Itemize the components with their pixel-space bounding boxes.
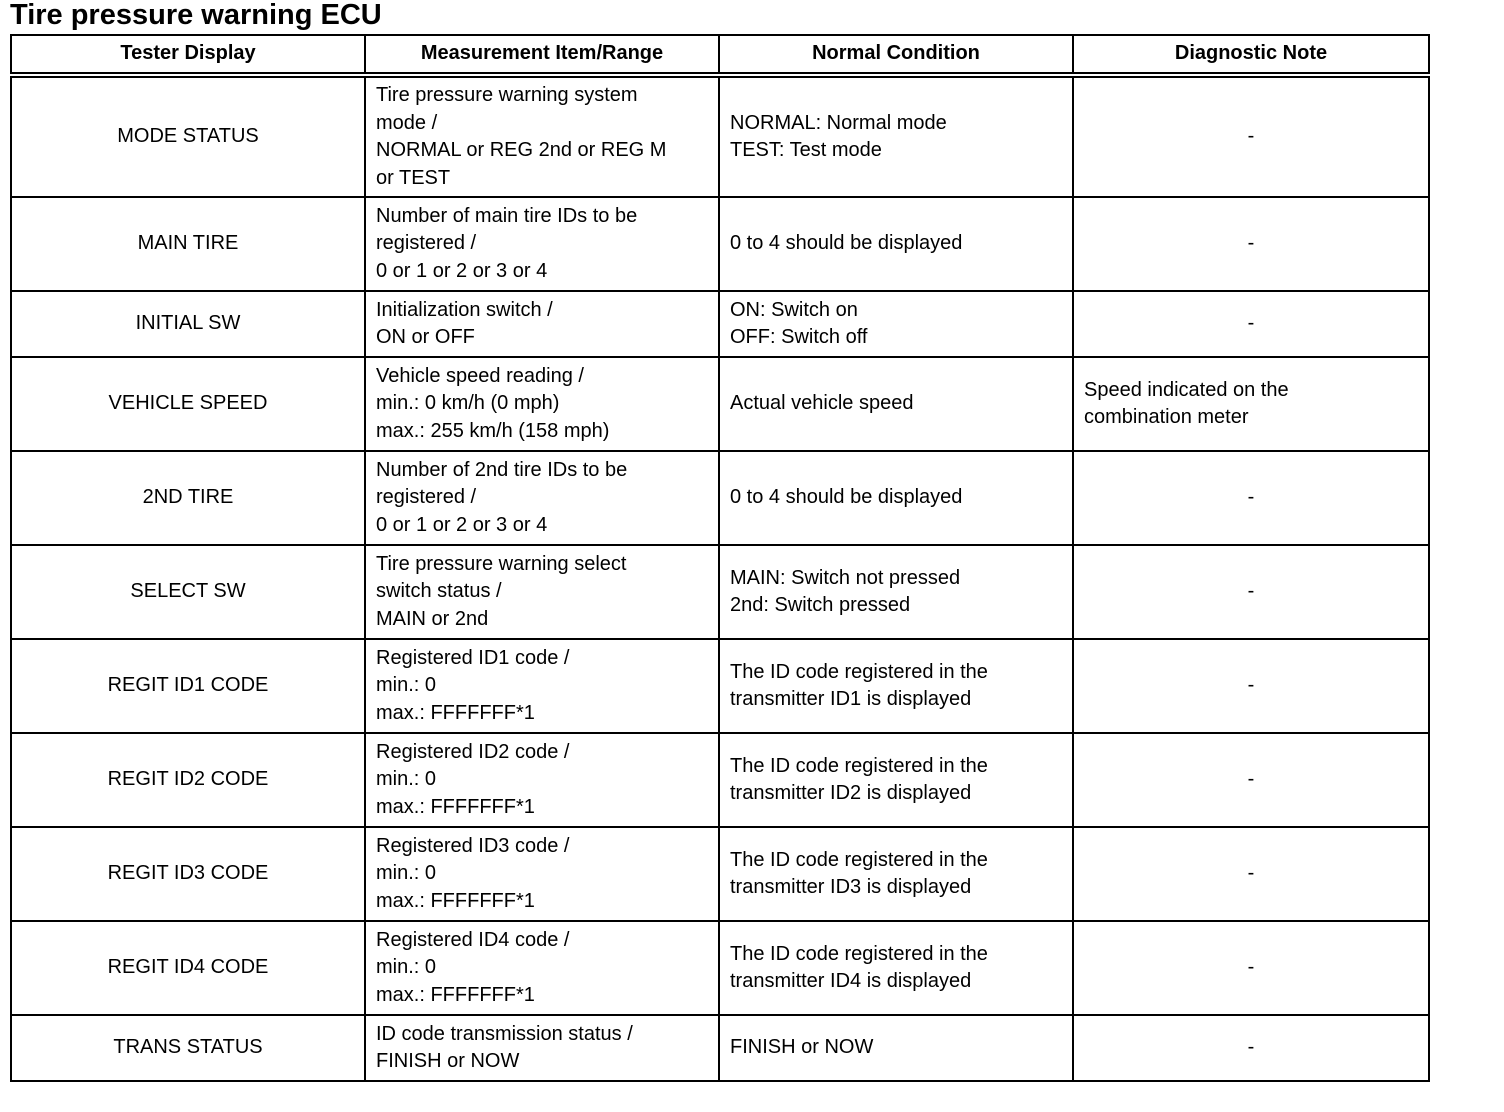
diagnostic-note-cell-line: - (1247, 1036, 1255, 1059)
measurement-item-cell-line: Registered ID4 code / (376, 928, 570, 951)
measurement-item-cell-line: Initialization switch / (376, 298, 553, 321)
measurement-item-cell-line: 0 or 1 or 2 or 3 or 4 (376, 513, 548, 536)
normal-condition-cell-line: 0 to 4 should be displayed (730, 486, 963, 509)
measurement-item-cell-line: max.: FFFFFFF*1 (376, 983, 535, 1006)
normal-condition-cell-line: The ID code registered in the (730, 942, 988, 965)
tester-display-cell: INITIAL SW (11, 291, 365, 357)
table-row (11, 921, 1429, 1015)
measurement-item-cell-line: min.: 0 (376, 674, 437, 697)
measurement-item-cell-line: switch status / (376, 580, 502, 603)
tester-display-cell: 2ND TIRE (11, 451, 365, 545)
measurement-item-cell-line: FINISH or NOW (376, 1050, 520, 1072)
table-row (11, 733, 1429, 827)
table-row (11, 451, 1429, 545)
measurement-item-cell-line: Registered ID2 code / (376, 740, 570, 763)
measurement-item-cell-line: min.: 0 (376, 956, 437, 979)
measurement-item-cell (365, 1015, 719, 1081)
table-row (11, 291, 1429, 357)
normal-condition-cell-line: FINISH or NOW (730, 1036, 874, 1059)
measurement-item-cell-line: ID code transmission status / (376, 1022, 633, 1045)
normal-condition-cell-line: Actual vehicle speed (730, 392, 914, 415)
diagnostic-note-cell (1073, 357, 1429, 451)
table-row (11, 357, 1429, 451)
normal-condition-cell-line: transmitter ID3 is displayed (730, 876, 972, 898)
measurement-item-cell-line: Vehicle speed reading / (376, 364, 584, 387)
normal-condition-cell (719, 639, 1073, 733)
measurement-item-cell (365, 451, 719, 545)
normal-condition-cell (719, 197, 1073, 291)
tester-display-cell: MODE STATUS (11, 75, 365, 197)
measurement-item-cell-line: mode / (376, 111, 438, 134)
normal-condition-cell (719, 357, 1073, 451)
table-row (11, 197, 1429, 291)
measurement-item-cell-line: min.: 0 km/h (0 mph) (376, 392, 560, 415)
diagnostic-note-cell-line: - (1247, 956, 1255, 979)
measurement-item-cell (365, 639, 719, 733)
measurement-item-cell (365, 75, 719, 197)
normal-condition-cell-line: The ID code registered in the (730, 754, 988, 777)
measurement-item-cell (365, 733, 719, 827)
normal-condition-cell-line: ON: Switch on (730, 298, 858, 321)
measurement-item-cell-line: or TEST (376, 166, 451, 189)
measurement-item-cell (365, 197, 719, 291)
header-row (11, 35, 1429, 75)
diagnostic-note-cell (1073, 639, 1429, 733)
normal-condition-cell (719, 1015, 1073, 1081)
diagnostic-note-cell (1073, 451, 1429, 545)
diagnostic-note-cell-line: - (1247, 125, 1255, 148)
measurement-item-cell-line: min.: 0 (376, 768, 437, 791)
normal-condition-cell (719, 451, 1073, 545)
diagnostic-note-cell-line: - (1247, 312, 1255, 335)
measurement-item-cell (365, 545, 719, 639)
measurement-item-cell-line: registered / (376, 486, 477, 509)
normal-condition-cell-line: MAIN: Switch not pressed (730, 566, 961, 589)
normal-condition-cell (719, 827, 1073, 921)
tester-display-cell: REGIT ID1 CODE (11, 639, 365, 733)
data-list-table (10, 34, 1430, 1082)
normal-condition-cell-line: transmitter ID2 is displayed (730, 782, 972, 804)
normal-condition-cell-line: NORMAL: Normal mode (730, 111, 947, 134)
measurement-item-cell-line: max.: FFFFFFF*1 (376, 889, 535, 912)
tester-display-cell: TRANS STATUS (11, 1015, 365, 1081)
diagnostic-note-cell-line: - (1247, 862, 1255, 885)
measurement-item-cell-line: NORMAL or REG 2nd or REG M (376, 139, 667, 161)
diagnostic-note-cell (1073, 197, 1429, 291)
tester-display-cell: SELECT SW (11, 545, 365, 639)
diagnostic-note-cell (1073, 75, 1429, 197)
measurement-item-cell (365, 291, 719, 357)
normal-condition-cell (719, 921, 1073, 1015)
normal-condition-cell-line: 0 to 4 should be displayed (730, 232, 963, 255)
table-row (11, 545, 1429, 639)
normal-condition-cell-line: The ID code registered in the (730, 848, 988, 871)
measurement-item-cell-line: 0 or 1 or 2 or 3 or 4 (376, 259, 548, 282)
measurement-item-cell-line: Tire pressure warning system (376, 84, 638, 106)
diagnostic-note-cell-line: - (1247, 768, 1255, 791)
normal-condition-cell-line: The ID code registered in the (730, 660, 988, 683)
diagnostic-note-cell (1073, 733, 1429, 827)
diagnostic-note-cell (1073, 545, 1429, 639)
table-row (11, 827, 1429, 921)
diagnostic-note-cell-line: combination meter (1084, 406, 1249, 428)
measurement-item-cell (365, 357, 719, 451)
table-row (11, 639, 1429, 733)
measurement-item-cell-line: MAIN or 2nd (376, 607, 489, 630)
header-diagnostic-note: Diagnostic Note (1073, 35, 1429, 75)
normal-condition-cell-line: transmitter ID1 is displayed (730, 688, 972, 710)
tester-display-cell: REGIT ID3 CODE (11, 827, 365, 921)
diagnostic-note-cell-line: - (1247, 674, 1255, 697)
normal-condition-cell (719, 733, 1073, 827)
diagnostic-note-cell (1073, 1015, 1429, 1081)
page-title: Tire pressure warning ECU (10, 0, 382, 31)
diagnostic-note-cell-line: Speed indicated on the (1084, 378, 1289, 401)
measurement-item-cell-line: Registered ID1 code / (376, 646, 570, 669)
measurement-item-cell-line: ON or OFF (376, 326, 475, 348)
measurement-item-cell (365, 921, 719, 1015)
normal-condition-cell-line: TEST: Test mode (730, 139, 882, 161)
diagnostic-note-cell (1073, 921, 1429, 1015)
normal-condition-cell (719, 545, 1073, 639)
header-normal-condition: Normal Condition (719, 35, 1073, 75)
diagnostic-note-cell (1073, 291, 1429, 357)
normal-condition-cell-line: transmitter ID4 is displayed (730, 970, 972, 992)
measurement-item-cell-line: Number of main tire IDs to be (376, 204, 638, 227)
tester-display-cell: MAIN TIRE (11, 197, 365, 291)
measurement-item-cell-line: max.: FFFFFFF*1 (376, 701, 535, 724)
normal-condition-cell (719, 75, 1073, 197)
measurement-item-cell-line: registered / (376, 232, 477, 255)
diagnostic-note-cell-line: - (1247, 486, 1255, 509)
measurement-item-cell-line: Number of 2nd tire IDs to be (376, 458, 628, 481)
normal-condition-cell (719, 291, 1073, 357)
tester-display-cell: REGIT ID2 CODE (11, 733, 365, 827)
table-row (11, 75, 1429, 197)
measurement-item-cell-line: max.: FFFFFFF*1 (376, 795, 535, 818)
diagnostic-note-cell (1073, 827, 1429, 921)
measurement-item-cell (365, 827, 719, 921)
header-tester-display: Tester Display (11, 35, 365, 75)
measurement-item-cell-line: Tire pressure warning select (376, 552, 627, 575)
normal-condition-cell-line: 2nd: Switch pressed (730, 594, 911, 616)
measurement-item-cell-line: max.: 255 km/h (158 mph) (376, 419, 610, 442)
measurement-item-cell-line: Registered ID3 code / (376, 834, 570, 857)
normal-condition-cell-line: OFF: Switch off (730, 326, 868, 348)
tester-display-cell: VEHICLE SPEED (11, 357, 365, 451)
measurement-item-cell-line: min.: 0 (376, 862, 437, 885)
tester-display-cell: REGIT ID4 CODE (11, 921, 365, 1015)
diagnostic-note-cell-line: - (1247, 580, 1255, 603)
diagnostic-note-cell-line: - (1247, 232, 1255, 255)
table-row (11, 1015, 1429, 1081)
header-measurement-item: Measurement Item/Range (365, 35, 719, 75)
